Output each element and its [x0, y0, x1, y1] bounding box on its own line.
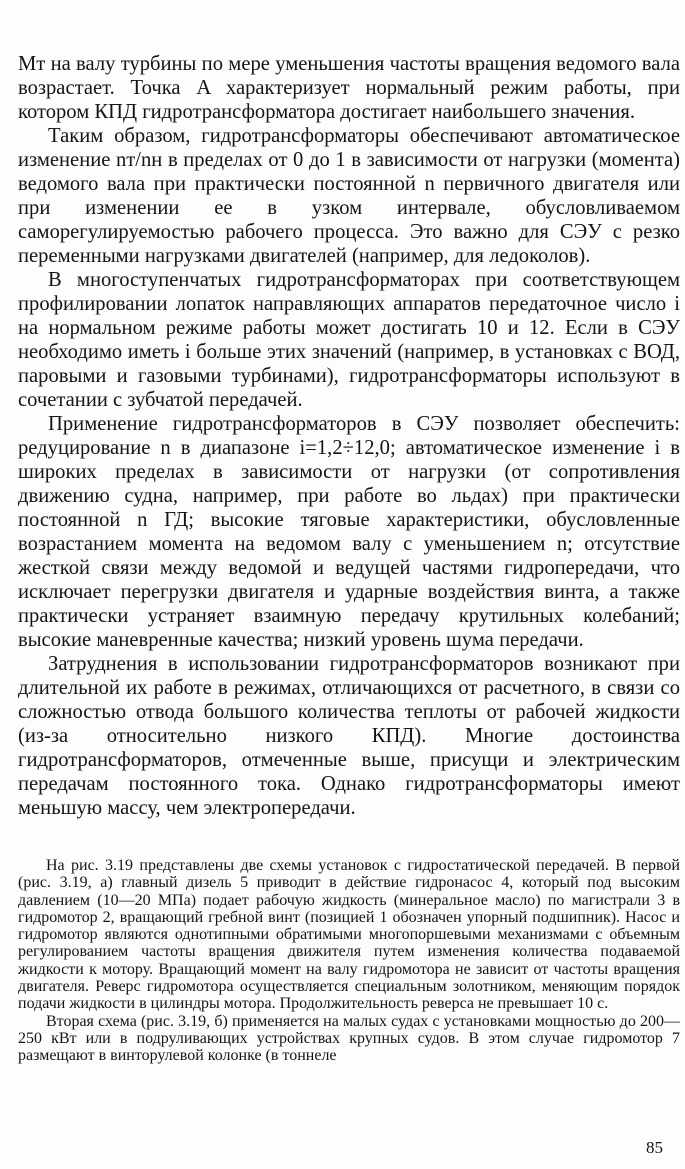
- main-text: [18, 52, 680, 820]
- paragraph-hydrostatic-scheme-2: Вторая схема (рис. 3.19, б) применяется на малых судах с установками мощностью до 200—250 кВт или в подруливающих устройствах крупных судов. В этом случае гидромотор 7 размещают в винторулевой колонке (в тоннеле: [18, 1012, 680, 1065]
- paragraph-application: Применение гидротрансформаторов в СЭУ позволяет обеспечить: редуцирование n в диапазоне i=1,2÷12,0; автоматическое изменение i в широких пределах в зависимости от нагрузки (от сопротивления движению судна, например, при работе во льдах) при практически постоянной n ГД; высокие тяговые характеристики, обусловленные возрастанием момента на ведомом валу с уменьшением n; отсутствие жесткой связи между ведомой и ведущей частями гидропередачи, что исключает перегрузки двигателя и ударные воздействия винта, а также практически устраняет взаимную передачу крутильных колебаний; высокие маневренные качества; низкий уровень шума передачи.: [18, 413, 680, 651]
- paragraph-automatic-change: Таким образом, гидротрансформаторы обеспечивают автоматическое изменение nт/nн в пределах от 0 до 1 в зависимости от нагрузки (момента) ведомого вала при практически постоянной n первичного двигателя или при изменении ее в узком интервале, обусловливаемом саморегулируемостью рабочего процесса. Это важно для СЭУ с резко переменными нагрузками двигателей (например, для ледоколов).: [18, 125, 680, 267]
- small-print-text: [18, 857, 680, 1065]
- paragraph-difficulties: Затруднения в использовании гидротрансформаторов возникают при длительной их работе в режимах, отличающихся от расчетного, в связи со сложностью отвода большого количества теплоты от рабочей жидкости (из-за относительно низкого КПД). Многие достоинства гидротрансформаторов, отмеченные выше, присущи и электрическим передачам постоянного тока. Однако гидротрансформаторы имеют меньшую массу, чем электропередачи.: [18, 653, 680, 819]
- page-number: 85: [646, 1138, 663, 1157]
- paragraph-hydrostatic-scheme-1: На рис. 3.19 представлены две схемы установок с гидростатической передачей. В первой (рис. 3.19, а) главный дизель 5 приводит в действие гидронасос 4, который под высоким давлением (10—20 МПа) подает рабочую жидкость (минеральное масло) по магистрали 3 в гидромотор 2, вращающий гребной винт (позицией 1 обозначен упорный подшипник). Насос и гидромотор являются однотипными обратимыми многопоршевыми механизмами с объемным регулированием частоты вращения движителя путем изменения количества подаваемой жидкости к мотору. Вращающий момент на валу гидромотора не зависит от частоты вращения двигателя. Реверс гидромотора осуществляется специальным золотником, меняющим порядок подачи жидкости в цилиндры мотора. Продолжительность реверса не превышает 10 с.: [18, 857, 680, 1013]
- paragraph-multistage: В многоступенчатых гидротрансформаторах при соответствующем профилировании лопаток направляющих аппаратов передаточное число i на нормальном режиме работы может достигать 10 и 12. Если в СЭУ необходимо иметь i больше этих значений (например, в установках с ВОД, паровыми и газовыми турбинами), гидротрансформаторы используют в сочетании с зубчатой передачей.: [18, 269, 680, 411]
- paragraph-turbine-moment: Mт на валу турбины по мере уменьшения частоты вращения ведомого вала возрастает. Точка A характеризует нормальный режим работы, при котором КПД гидротрансформатора достигает наибольшего значения.: [18, 53, 680, 123]
